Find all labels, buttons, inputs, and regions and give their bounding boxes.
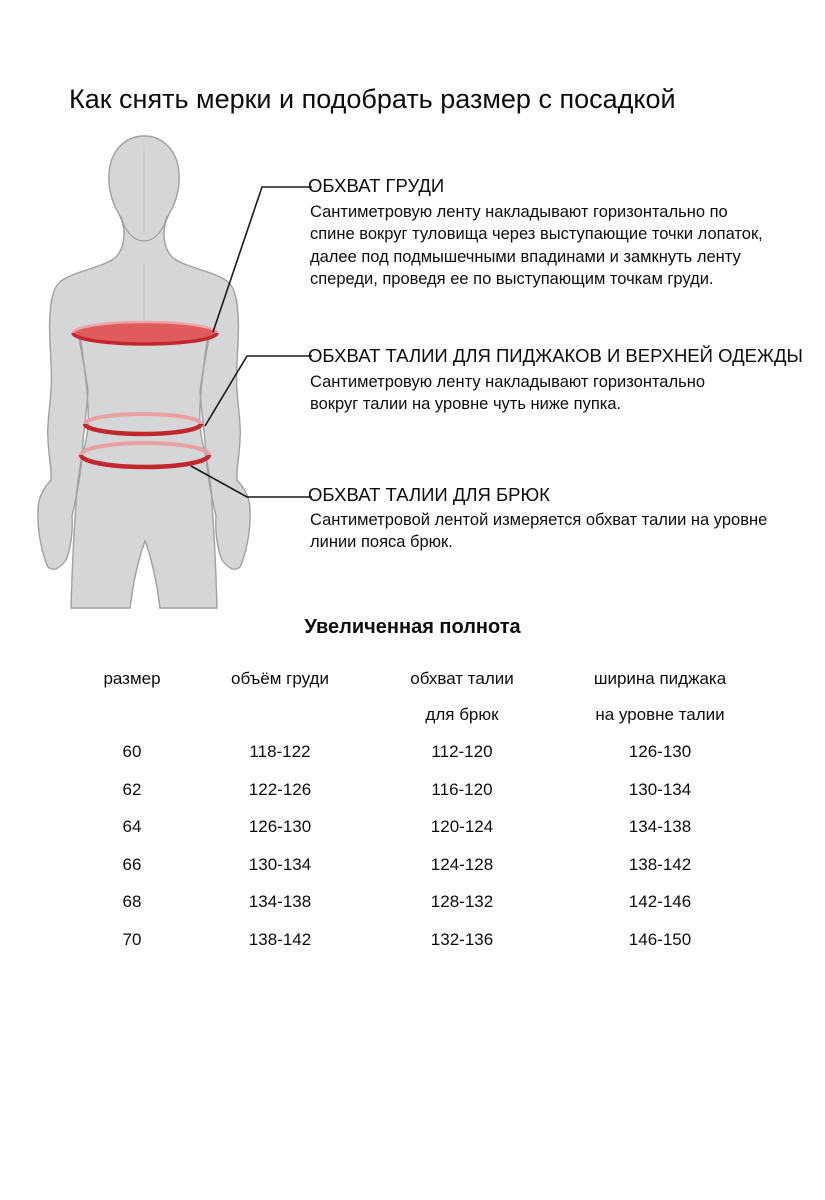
table-cell: 146-150 [628,929,692,949]
chest-measure-band [73,322,217,344]
table-cell: 124-128 [430,854,494,874]
waist-jackets-section-body: Сантиметровую ленту накладывают горизонтально вокруг талии на уровне чуть ниже пупка. [310,373,706,414]
table-cell: 134-138 [248,892,312,912]
table-cell: 128-132 [430,892,494,912]
chest-section-heading: ОБХВАТ ГРУДИ [308,175,445,196]
col-header-trouser-waist: обхват талии для брюк [410,669,514,724]
table-cell: 62 [122,779,142,799]
table-cell: 70 [122,929,142,949]
col-header-chest: объём груди [231,669,329,688]
table-cell: 142-146 [628,892,692,912]
table-cell: 138-142 [628,854,692,874]
col-header-size: размер [103,669,161,688]
size-table-title: Увеличенная полнота [304,616,521,638]
table-cell: 118-122 [249,742,311,761]
table-cell: 126-130 [248,817,312,837]
table-cell: 138-142 [248,929,312,949]
table-cell: 122-126 [248,779,312,799]
table-cell: 112-120 [431,742,493,761]
size-table [80,661,772,959]
table-cell: 130-134 [248,854,312,874]
table-cell: 66 [122,854,142,874]
table-cell: 116-120 [431,779,493,799]
table-cell: 120-124 [430,817,494,837]
page-title: Как снять мерки и подобрать размер с посадкой [69,84,676,114]
table-cell: 132-136 [430,929,494,949]
col-header-jacket-width: ширина пиджака на уровне талии [593,669,727,724]
waist-trousers-section-body: Сантиметровой лентой измеряется обхват талии на уровне линии пояса брюк. [310,511,768,552]
body-measurement-illustration [20,130,320,610]
table-cell: 64 [122,817,142,837]
table-cell: 130-134 [628,779,692,799]
chest-section-body: Сантиметровую ленту накладывают горизонтально по спине вокруг туловища через выступающие точки лопаток, далее под подмышечными впадинами и замкнуть ленту спереди, проведя ее по выступающим точкам груди. [310,203,763,289]
table-cell: 68 [122,892,142,912]
table-cell: 60 [122,742,142,761]
waist-jackets-section-heading: ОБХВАТ ТАЛИИ ДЛЯ ПИДЖАКОВ И ВЕРХНЕЙ ОДЕЖДЫ [308,345,803,366]
table-cell: 126-130 [628,742,692,761]
waist-trousers-section-heading: ОБХВАТ ТАЛИИ ДЛЯ БРЮК [308,484,550,505]
table-cell: 134-138 [628,817,692,837]
